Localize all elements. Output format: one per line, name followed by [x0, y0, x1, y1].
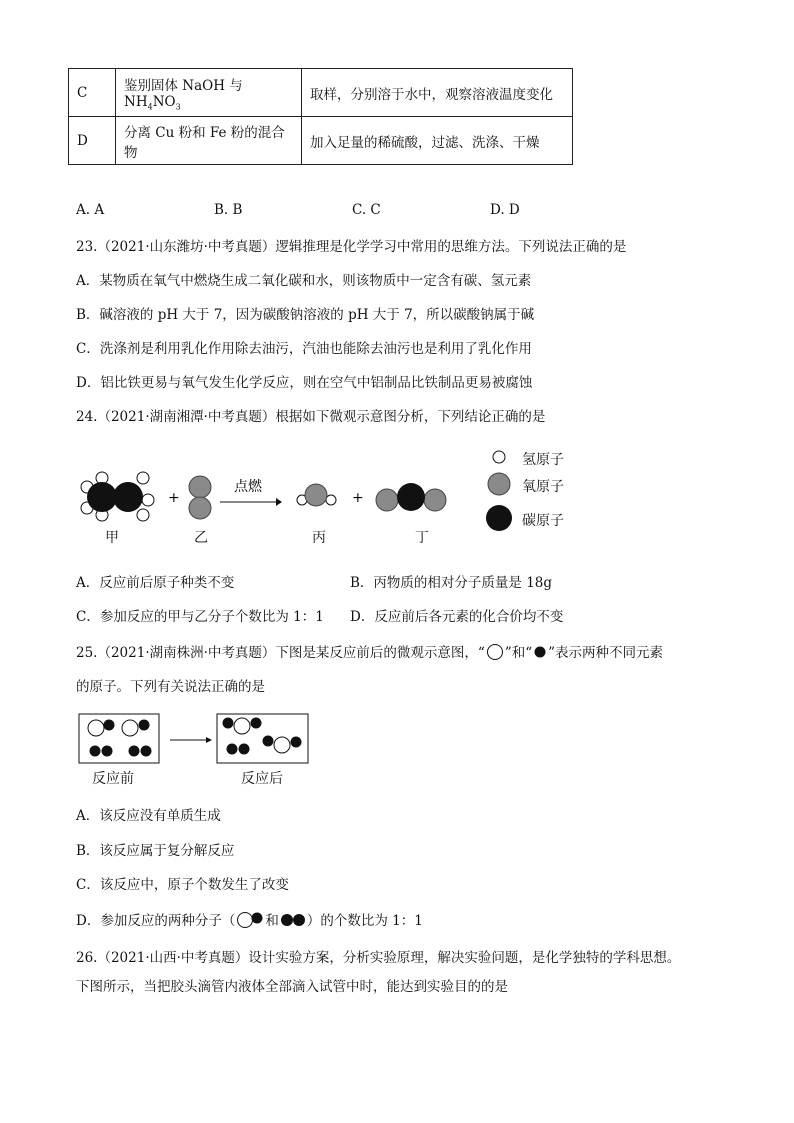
table-row: [69, 69, 573, 117]
reaction-arrow: [206, 737, 212, 743]
ignite-label: 点燃: [234, 478, 262, 494]
q23-option-d: D．铝比铁更易与氧气发生化学反应，则在空气中铝制品比铁制品更易被腐蚀: [76, 375, 533, 391]
q23-option-a: A．某物质在氧气中燃烧生成二氧化碳和水，则该物质中一定含有碳、氢元素: [76, 273, 532, 289]
q25-reaction-diagram: [78, 712, 318, 768]
molecule-white-black-icon: [235, 912, 265, 928]
q25-stem-line2: 的原子。下列有关说法正确的是: [76, 679, 265, 695]
legend-oxygen: 氧原子: [522, 479, 564, 495]
table-row: [69, 117, 573, 165]
molecule-jia: [81, 472, 154, 521]
legend-carbon: 碳原子: [522, 513, 564, 529]
q24-option-a: A．反应前后原子种类不变: [76, 575, 235, 591]
options-table: [68, 68, 573, 165]
q25-option-c: C．该反应中，原子个数发生了改变: [76, 877, 289, 893]
q22-option-b: B. B: [214, 202, 243, 218]
plus-sign: +: [168, 490, 180, 506]
label-yi: 乙: [194, 530, 208, 546]
q22-option-d: D. D: [490, 202, 520, 218]
q22-option-c: C. C: [352, 202, 381, 218]
q23-stem: 23.（2021·山东潍坊·中考真题）逻辑推理是化学学习中常用的思维方法。下列说法正确的是: [76, 239, 627, 255]
row-method: 加入足量的稀硫酸，过滤、洗涤、干燥: [302, 117, 573, 165]
plus-sign: +: [352, 490, 364, 506]
atom-legend: [486, 451, 512, 531]
label-after: 反应后: [241, 771, 283, 787]
molecule-ding: [376, 483, 446, 511]
row-method: 取样，分别溶于水中，观察溶液温度变化: [302, 69, 573, 117]
molecule-yi: [189, 476, 211, 519]
legend-hydrogen: 氢原子: [522, 452, 564, 468]
q24-option-c: C．参加反应的甲与乙分子个数比为 1：1: [76, 609, 324, 625]
q26-line2: 下图所示，当把胶头滴管内液体全部滴入试管中时，能达到实验目的的是: [76, 979, 508, 995]
label-ding: 丁: [415, 530, 429, 546]
q25-stem: 25.（2021·湖南株洲·中考真题）下图是某反应前后的微观示意图，“ ”和“ ”表示两种不同元素: [76, 645, 664, 661]
q22-option-a: A. A: [76, 202, 105, 218]
q24-option-d: D．反应前后各元素的化合价均不变: [350, 609, 564, 625]
q25-option-a: A．该反应没有单质生成: [76, 808, 221, 824]
label-before: 反应前: [92, 771, 134, 787]
row-purpose: 分离 Cu 粉和 Fe 粉的混合物: [116, 117, 302, 165]
q24-option-b: B．丙物质的相对分子质量是 18g: [350, 575, 553, 591]
row-letter: C: [69, 69, 116, 117]
row-letter: D: [69, 117, 116, 165]
label-jia: 甲: [105, 530, 119, 546]
q24-stem: 24.（2021·湖南湘潭·中考真题）根据如下微观示意图分析，下列结论正确的是: [76, 409, 546, 425]
q25-option-b: B．该反应属于复分解反应: [76, 843, 235, 859]
q23-option-c: C．洗涤剂是利用乳化作用除去油污，汽油也能除去油污也是利用了乳化作用: [76, 341, 532, 357]
molecule-black-black-icon: [279, 912, 307, 928]
q26-line1: 26.（2021·山西·中考真题）设计实验方案，分析实验原理，解决实验问题，是化学独特的学科思想。: [76, 950, 681, 966]
black-atom-icon: [532, 645, 548, 659]
white-atom-icon: [485, 644, 505, 660]
q25-option-d: D．参加反应的两种分子（ 和 ）的个数比为 1：1: [76, 913, 423, 929]
label-bing: 丙: [312, 530, 326, 546]
molecule-bing: [297, 484, 336, 506]
row-purpose: 鉴别固体 NaOH 与 $NH_4NO_3$: [116, 69, 302, 117]
q23-option-b: B．碱溶液的 pH 大于 7，因为碳酸钠溶液的 pH 大于 7，所以碳酸钠属于碱: [76, 307, 535, 323]
